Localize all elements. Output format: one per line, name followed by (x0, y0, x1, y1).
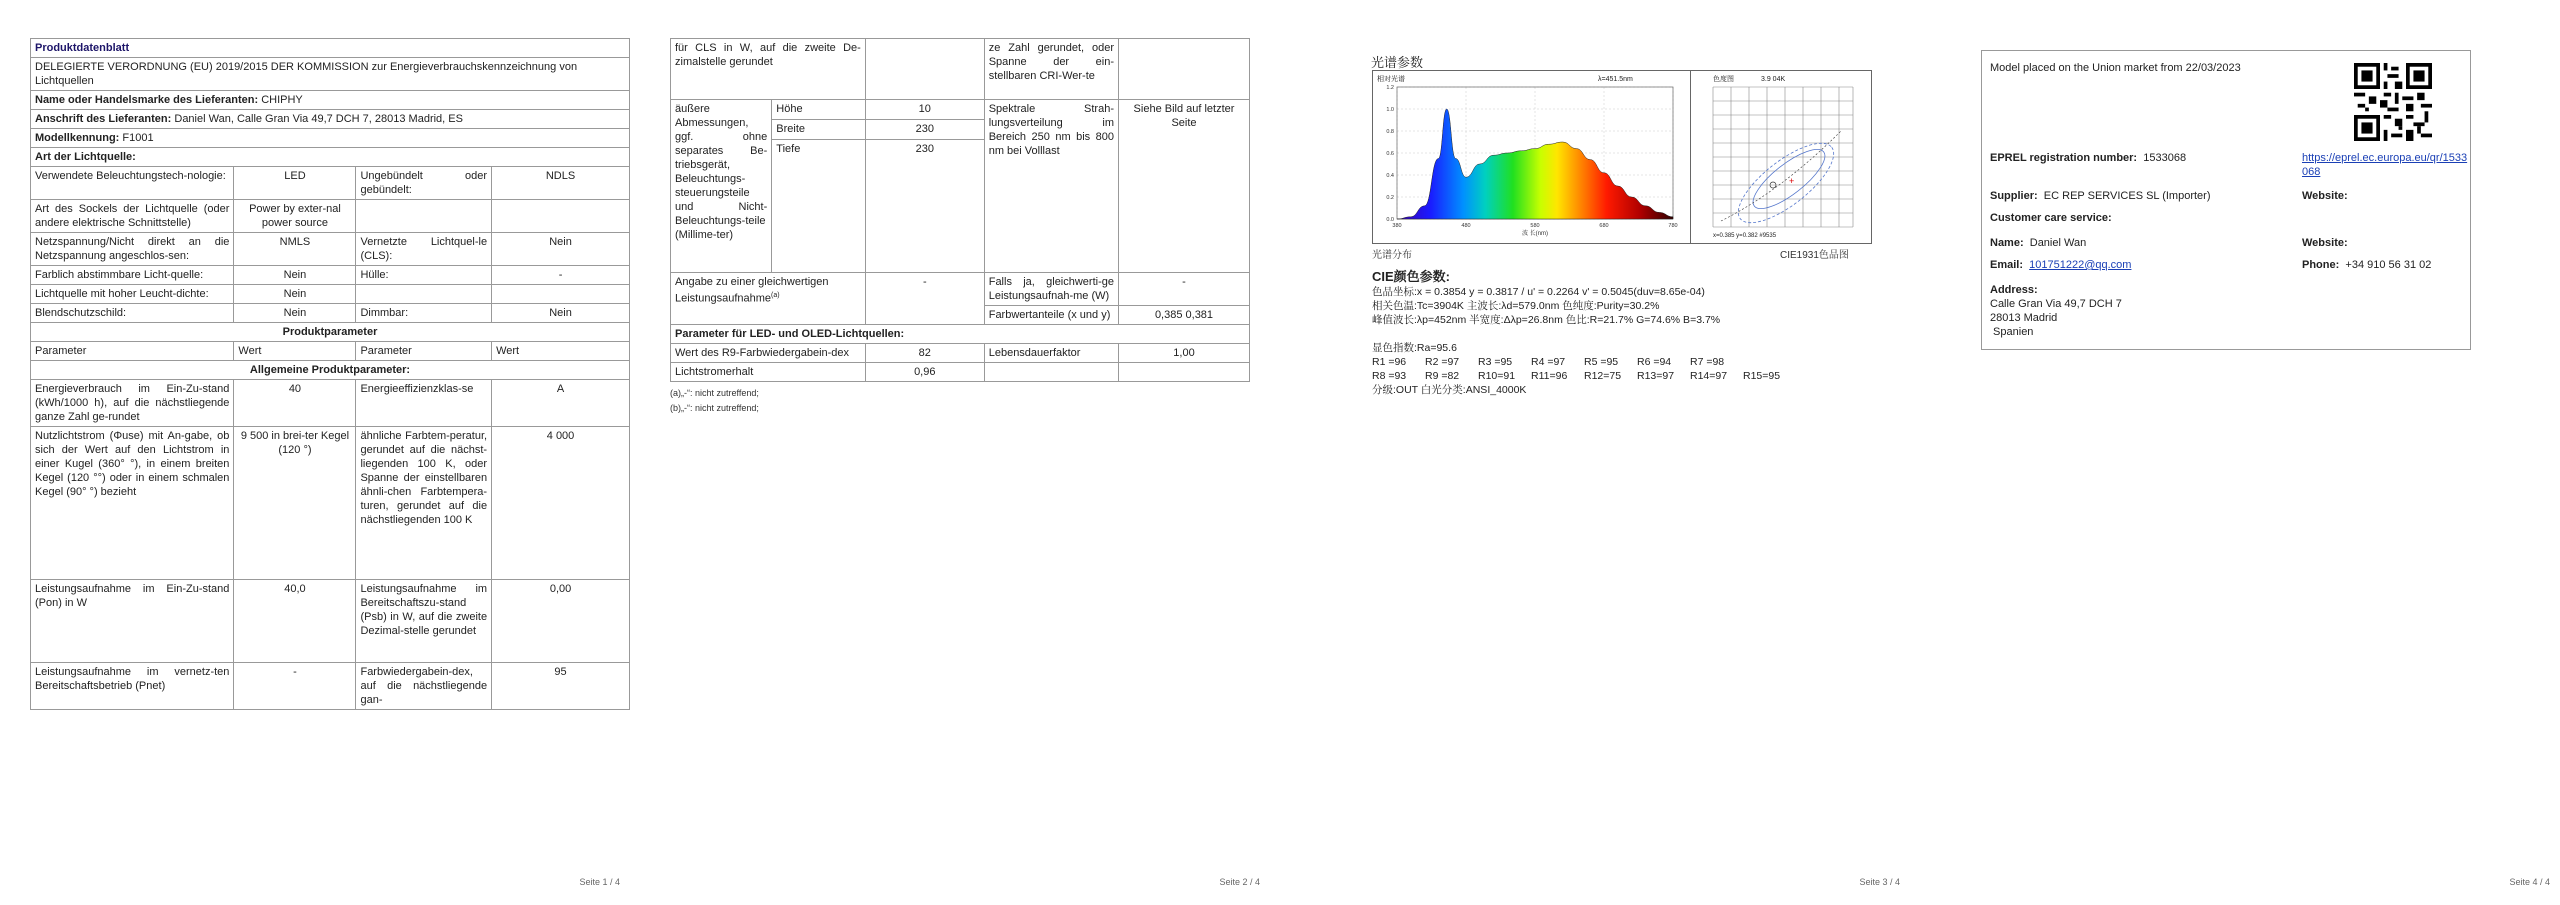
page-number: Seite 1 / 4 (579, 877, 620, 887)
spectrum-caption: 光谱分布 (1372, 250, 1412, 261)
page-3 (1310, 0, 1910, 905)
y-tick-label: 0.6 (1386, 151, 1394, 157)
page-number: Seite 3 / 4 (1859, 877, 1900, 887)
email-row: Email: 101751222@qq.com (1990, 259, 2132, 271)
classification-line: 分级:OUT 白光分类:ANSI_4000K (1372, 384, 1527, 396)
supplier-row: Supplier: EC REP SERVICES SL (Importer) (1990, 190, 2211, 202)
cie-temp-label: 3.9 04K (1761, 76, 1786, 83)
product-datasheet-table (30, 38, 630, 710)
table-row: Wert des R9-Farbwiedergabein-dex 82 Lebensdauerfaktor 1,00 (671, 344, 1250, 363)
cie-header: CIE (1372, 269, 1394, 284)
page-1 (30, 0, 630, 905)
page-title: Produktdatenblatt (31, 39, 630, 58)
table-row: für CLS in W, auf die zweite De-zimalstelle gerundet ze Zahl gerundet, oder Spanne der ein-stellbaren CRI-Wer-te (671, 39, 1250, 100)
spectrum-area (1397, 109, 1673, 219)
phone-row: Phone: +34 910 56 31 02 (2302, 259, 2432, 271)
cie-svg (1691, 71, 1871, 243)
x-tick-label: 480 (1461, 223, 1471, 229)
y-tick-label: 0.0 (1386, 217, 1394, 223)
address-line: Spanien (1990, 326, 2034, 338)
param-line: 相关色温:Tc=3904K 主波长:λd=579.0nm 色纯度:Purity=30.2% (1372, 300, 1660, 312)
product-params-header: Produktparameter (31, 323, 630, 342)
supplier-address-row: Anschrift des Lieferanten: Daniel Wan, Calle Gran Via 49,7 DCH 7, 28013 Madrid, ES (31, 110, 630, 129)
spectrum-svg (1373, 71, 1691, 243)
y-tick-label: 0.8 (1386, 129, 1394, 135)
y-tick-label: 1.0 (1386, 107, 1394, 113)
eprel-link[interactable]: https://eprel.ec.europa.eu/qr/1533068 (2302, 152, 2468, 178)
cie-point-marker: + (1789, 176, 1795, 186)
website2-label: Website: (2302, 237, 2348, 249)
y-tick-label: 1.2 (1386, 85, 1394, 91)
eprel-info-box (1981, 50, 2471, 350)
spectral-label: Spektrale Strah-lungsverteilung im Bereich 250 nm bis 800 nm bei Volllast (984, 100, 1118, 273)
table-row: äußere Abmessungen, ggf. ohne separates Be-triebsgerät, Beleuchtungs-steuerungsteile und Nicht-Beleuchtungs-teile (Millime-ter) Höhe 10 Spektrale Strah-lungsverteilung im Bereich 250 nm bis 800 nm bei Volllast Siehe Bild auf letzter Seite (671, 100, 1250, 120)
column-headers: Parameter Wert Parameter Wert (31, 342, 630, 361)
eprel-number-row: EPREL registration number: 1533068 (1990, 152, 2187, 164)
website-label: Website: (2302, 190, 2348, 202)
table-row: Leistungsaufnahme im vernetz-ten Bereitschaftsbetrieb (Pnet) - Farbwiedergabein-dex, auf die nächstliegende gan- 95 (31, 663, 630, 710)
x-tick-label: 580 (1530, 223, 1540, 229)
equivalent-power-label: Angabe zu einer gleichwertigen Leistungsaufnahme$^{(a)}$ (671, 273, 866, 325)
params-continued-table (670, 38, 1250, 382)
light-source-type-header: Art der Lichtquelle: (31, 148, 630, 167)
table-row: Farblich abstimmbare Licht-quelle: Nein Hülle: - (31, 266, 630, 285)
footnote-b: (b)„-“: nicht zutreffend; (670, 403, 759, 413)
spectrum-chart (1372, 70, 1692, 244)
email-link[interactable]: 101751222@qq.com (2029, 259, 2132, 271)
y-tick-label: 0.2 (1386, 195, 1394, 201)
page-number: Seite 4 / 4 (2509, 877, 2550, 887)
table-row: Verwendete Beleuchtungstech-nologie: LED Ungebündelt oder gebündelt: NDLS (31, 167, 630, 200)
spectral-params-title: 光谱参数 (1371, 55, 1424, 70)
address-header: Address: (1990, 284, 2038, 296)
general-params-header: Allgemeine Produktparameter: (31, 361, 630, 380)
address-line: Calle Gran Via 49,7 DCH 7 (1990, 298, 2122, 310)
table-row: Art des Sockels der Lichtquelle (oder andere elektrische Schnittstelle) Power by exter-nal power source (31, 200, 630, 233)
x-tick-label: 680 (1599, 223, 1609, 229)
page-2 (670, 0, 1270, 905)
dimensions-label: äußere Abmessungen, ggf. ohne separates Be-triebsgerät, Beleuchtungs-steuerungsteile und Nicht-Beleuchtungs-teile (Millime-ter) (671, 100, 772, 273)
x-tick-label: 780 (1668, 223, 1678, 229)
param-line: 峰值波长:λp=452nm 半宽度:Δλp=26.8nm 色比:R=21.7% G=74.6% B=3.7% (1372, 314, 1721, 326)
table-row: Breite 230 (671, 120, 1250, 140)
y-tick-label: 0.4 (1386, 173, 1394, 179)
x-axis-label: 波 长(nm) (1522, 231, 1548, 237)
table-row: Blendschutzschild: Nein Dimmbar: Nein (31, 304, 630, 323)
table-row: Lichtquelle mit hoher Leucht-dichte: Nein (31, 285, 630, 304)
table-row: Energieverbrauch im Ein-Zu-stand (kWh/1000 h), auf die nächstliegende ganze Zahl ge-rundet 40 Energieeffizienzklas-se A (31, 380, 630, 427)
led-params-header: Parameter für LED- und OLED-Lichtquellen: (671, 325, 1250, 344)
param-line: 色品坐标:x = 0.3854 y = 0.3817 / u' = 0.2264 v' = 0.5045(duv=8.65e-04) (1372, 286, 1705, 298)
model-row: Modellkennung: F1001 (31, 129, 630, 148)
address-line: 28013 Madrid (1990, 312, 2058, 324)
regulation-subtitle: DELEGIERTE VERORDNUNG (EU) 2019/2015 DER KOMMISSION zur Energieverbrauchskennzeichnung von Lichtquellen (31, 58, 630, 91)
customer-care-header: Customer care service: (1990, 212, 2112, 224)
color-parameters: CIE颜色参数: 色品坐标:x = 0.3854 y = 0.3817 / u' = 0.2264 v' = 0.5045(duv=8.65e-04) 相关色温:Tc=3904K 主波长:λd=579.0nm 色纯度:Purity=30.2% 峰值波长:λp=452nm 半宽度:Δλp=26.8nm 色比:R=21.7% G=74.6% B=3.7% 显色指数:Ra=95.6 R1 =96 R2 =97 R3 =95 R4 =97 R5 =95 R6 =94 R7 =98 R8 =93 R9 =82 R10=91 R11=96 R12=75 R13=97 R14=97 R15=95 分级:OUT 白光分类:ANSI_4000K (1372, 270, 1796, 397)
table-row: Nutzlichtstrom (Φuse) mit An-gabe, ob sich der Wert auf den Lichtstrom in einer Kugel (360° °), in einem breiten Kegel (120 °°) oder in einem schmalen Kegel (90° °) bezieht 9 500 in brei-ter Kegel (120 °) ähnliche Farbtem-peratur, gerundet auf die nächst-liegenden 100 K, oder Spanne der einstellbaren ähnli-chen Farbtempera-turen, gerundet auf die nächstliegenden 100 K 4 000 (31, 427, 630, 580)
x-tick-label: 380 (1392, 223, 1402, 229)
cie-caption: CIE1931色品图 (1780, 250, 1849, 261)
cie-label: 色度图 (1713, 76, 1734, 83)
table-row: Farbwertanteile (x und y) 0,385 0,381 (671, 306, 1250, 325)
table-row: Angabe zu einer gleichwertigen Leistungsaufnahme$^{(a)}$ - Falls ja, gleichwerti-ge Leistungsaufnah-me (W) - (671, 273, 1250, 306)
spectral-value: Siehe Bild auf letzter Seite (1119, 100, 1250, 273)
param-line: 显色指数:Ra=95.6 (1372, 342, 1457, 354)
table-row: Tiefe 230 (671, 140, 1250, 273)
qr-code-icon[interactable] (2354, 63, 2432, 141)
table-row: Netzspannung/Nicht direkt an die Netzspannung angeschlos-sen: NMLS Vernetzte Lichtquel-le (CLS): Nein (31, 233, 630, 266)
footnote-a: (a)„-“: nicht zutreffend; (670, 388, 759, 398)
table-row: Leistungsaufnahme im Ein-Zu-stand (Pon) in W 40,0 Leistungsaufnahme im Bereitschaftszu-stand (Psb) in W, auf die zweite Dezimal-stelle gerundet 0,00 (31, 580, 630, 663)
cie-chart (1690, 70, 1872, 244)
table-row: Lichtstromerhalt 0,96 (671, 363, 1250, 382)
contact-name-row: Name: Daniel Wan (1990, 237, 2087, 249)
market-date: Model placed on the Union market from 22/03/2023 (1990, 62, 2241, 74)
supplier-name-row: Name oder Handelsmarke des Lieferanten: CHIPHY (31, 91, 630, 110)
page-4 (1960, 0, 2560, 905)
page-number: Seite 2 / 4 (1219, 877, 1260, 887)
r-values-row-2: R8 =93 R9 =82 R10=91 R11=96 R12=75 R13=97 R14=97 R15=95 (1372, 370, 1781, 382)
cie-coords-label: x=0.385 y=0.382 #9535 (1713, 233, 1777, 239)
spectrum-peak-label: λ=451.5nm (1598, 76, 1633, 83)
r-values-row-1: R1 =96 R2 =97 R3 =95 R4 =97 R5 =95 R6 =94 R7 =98 (1372, 356, 1725, 368)
spectrum-legend: 相对光谱 (1377, 76, 1405, 83)
